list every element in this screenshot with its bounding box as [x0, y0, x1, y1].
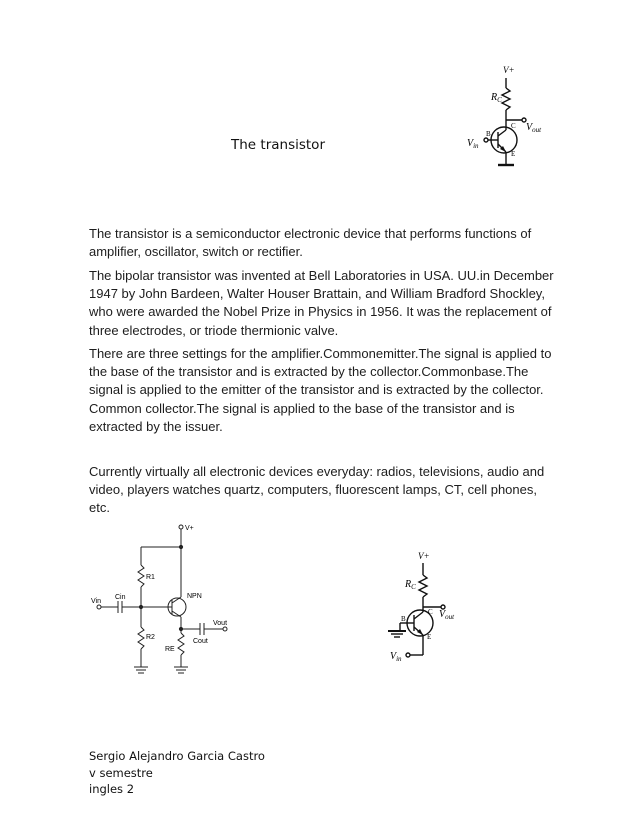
svg-text:RC: $R_C$	[491, 92, 502, 104]
svg-text:V+: V+	[185, 525, 194, 532]
paragraph-history: The bipolar transistor was invented at Bell Laboratories in USA. UU.in December 1947 by John Bardeen, Walter Houser Brattain, and William Bradford Shockley, who were awarded the Nobel Prize in Physics in 1956. It was the replacement of three electrodes, or triode thermionic valve.	[89, 268, 554, 338]
svg-text:RE: RE	[165, 646, 175, 653]
svg-text:Vout: Vout	[213, 620, 228, 627]
svg-text:R2: R2	[146, 634, 155, 641]
svg-text:RC: $R_C$	[405, 579, 416, 591]
voltage-divider-bias-schematic	[85, 515, 265, 685]
svg-text:Cin: Cin	[115, 594, 126, 601]
svg-text:Vout: $V_{out}$	[526, 122, 542, 134]
paragraph-configurations: There are three settings for the amplifier.Commonemitter.The signal is applied to the base of the transistor and is extracted by the collector.Commonbase.The signal is applied to the emitter of the transistor and is extracted by the collector. Common collector.The signal is applied to the base of the transistor and is extracted by the issuer.	[89, 346, 552, 434]
svg-text:B: B	[401, 615, 406, 623]
semester: v semestre	[89, 765, 153, 780]
svg-text:Vin: $V_{in}$	[390, 651, 402, 663]
svg-text:R1: R1	[146, 574, 155, 581]
svg-text:Cout: Cout	[193, 638, 208, 645]
common-emitter-schematic-top	[460, 60, 570, 175]
top-vplus-label: V+	[503, 65, 515, 75]
page-title: The transistor	[231, 137, 325, 153]
svg-text:E: E	[511, 150, 516, 158]
svg-text:NPN: NPN	[187, 593, 202, 600]
svg-text:Vin: $V_{in}$	[467, 138, 479, 150]
paragraph-applications: Currently virtually all electronic devices everyday: radios, televisions, audio and video, players watches quartz, computers, fluorescent lamps, CT, cell phones, etc.	[89, 464, 545, 516]
svg-text:V+: V+	[418, 551, 430, 561]
svg-text:Vin: Vin	[91, 598, 101, 605]
paragraph-definition: The transistor is a semiconductor electronic device that performs functions of amplifier, oscillator, switch or rectifier.	[89, 226, 532, 260]
footer-author-block	[89, 748, 265, 798]
svg-text:Vout: $V_{out}$	[439, 609, 455, 621]
course: ingles 2	[89, 782, 135, 796]
author-name: Sergio Alejandro Garcia Castro	[89, 749, 265, 763]
common-emitter-schematic-bottom	[382, 545, 492, 670]
svg-text:C: C	[428, 608, 433, 616]
svg-text:B: B	[486, 130, 491, 138]
svg-text:C: C	[511, 122, 516, 130]
svg-text:E: E	[427, 633, 432, 641]
